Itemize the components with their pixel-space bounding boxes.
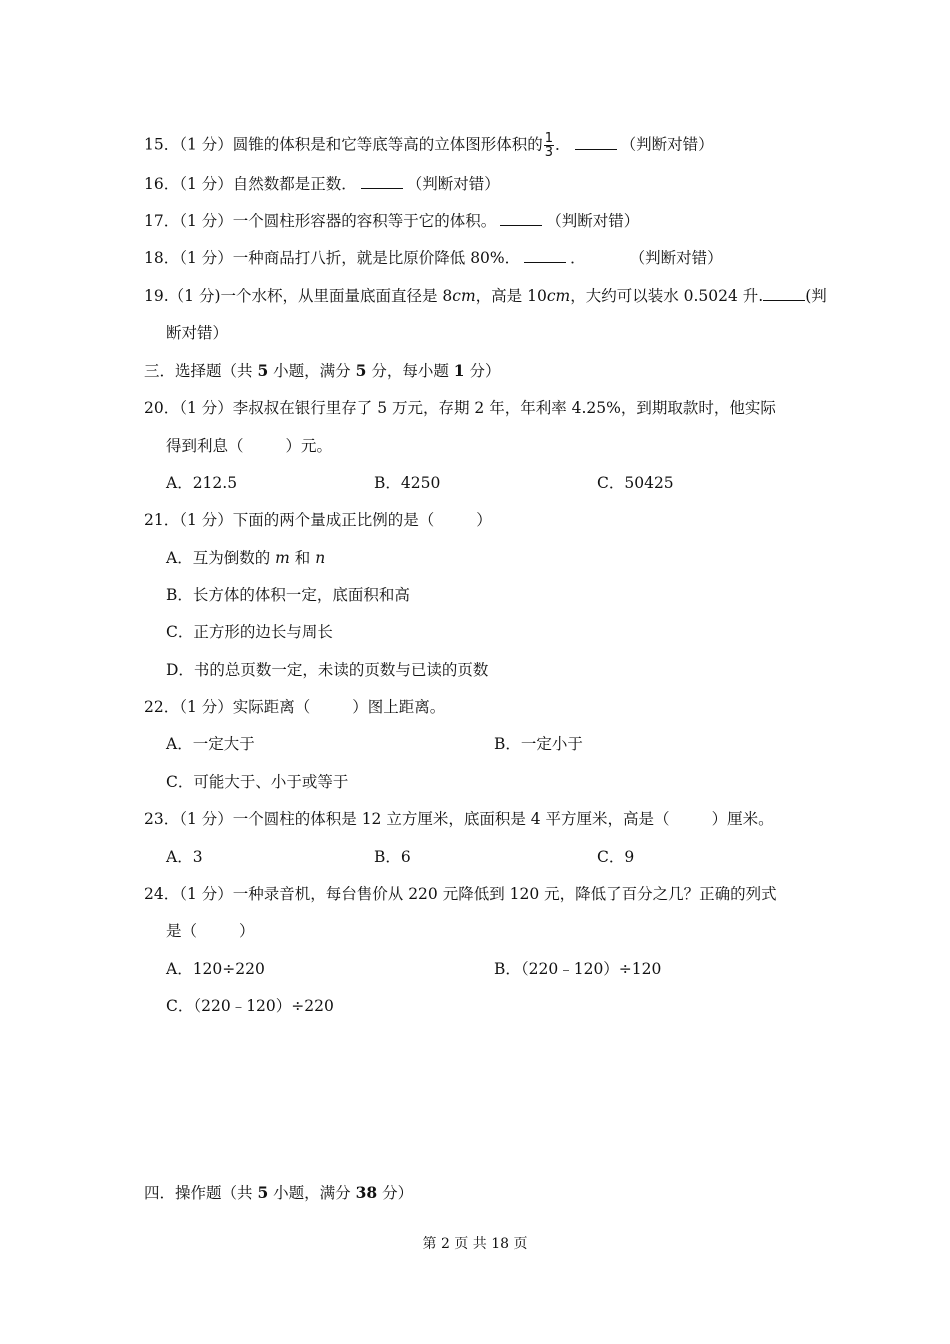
q21-option-d[interactable]: D．书的总页数一定，未读的页数与已读的页数 (166, 661, 489, 679)
question-24-line2: 是（ ） (166, 922, 255, 940)
q24-option-c[interactable]: C．（220﹣120）÷220 (166, 997, 334, 1015)
question-20-line2: 得到利息（ ）元。 (166, 437, 333, 455)
question-23: 23．（1 分）一个圆柱的体积是 12 立方厘米，底面积是 4 平方厘米，高是（ ）厘米。 (144, 810, 774, 828)
q21-option-a[interactable]: A．互为倒数的 m 和 n (166, 549, 326, 567)
answer-blank (763, 286, 805, 301)
question-20: 20．（1 分）李叔叔在银行里存了 5 万元，存期 2 年，年利率 4.25%，到期取款时，他实际 (144, 399, 776, 417)
answer-blank (361, 174, 403, 189)
answer-blank (575, 135, 617, 150)
q24-option-b[interactable]: B．（220﹣120）÷120 (494, 960, 662, 978)
question-18: 18．（1 分）一种商品打八折，就是比原价降低 80%． ． （判断对错） (144, 249, 723, 267)
fraction-one-third: $\frac{1}{3}$ (544, 131, 554, 160)
question-21: 21．（1 分）下面的两个量成正比例的是（ ） (144, 511, 492, 529)
question-17: 17．（1 分）一个圆柱形容器的容积等于它的体积。 （判断对错） (144, 212, 640, 230)
question-19: 19.（1 分)一个水杯，从里面量底面直径是 8cm，高是 10cm，大约可以装水 0.5024 升. (判 (144, 287, 827, 305)
section-3-heading: 三．选择题（共 5 小题，满分 5 分，每小题 1 分） (144, 361, 501, 380)
q15-text: 15．（1 分）圆锥的体积是和它等底等高的立体图形体积的 (144, 135, 543, 154)
q22-option-a[interactable]: A．一定大于 (166, 735, 255, 753)
q23-option-c[interactable]: C．9 (597, 848, 635, 866)
section-4-heading: 四．操作题（共 5 小题，满分 38 分） (144, 1183, 414, 1202)
q22-option-b[interactable]: B．一定小于 (494, 735, 583, 753)
question-16: 16．（1 分）自然数都是正数． （判断对错） (144, 175, 500, 193)
q20-option-b[interactable]: B．4250 (374, 474, 441, 492)
q20-option-c[interactable]: C．50425 (597, 474, 674, 492)
q20-option-a[interactable]: A．212.5 (166, 474, 238, 492)
question-24: 24．（1 分）一种录音机，每台售价从 220 元降低到 120 元，降低了百分之几？正确的列式 (144, 885, 777, 903)
question-22: 22．（1 分）实际距离（ ）图上距离。 (144, 698, 446, 716)
q21-option-b[interactable]: B．长方体的体积一定，底面积和高 (166, 586, 410, 604)
q22-option-c[interactable]: C．可能大于、小于或等于 (166, 773, 349, 791)
q21-option-c[interactable]: C．正方形的边长与周长 (166, 623, 333, 641)
q23-option-a[interactable]: A．3 (166, 848, 203, 866)
answer-blank (524, 248, 566, 263)
q24-option-a[interactable]: A．120÷220 (166, 960, 265, 978)
page-footer: 第 2 页 共 18 页 (422, 1236, 528, 1252)
question-15: 15．（1 分）圆锥的体积是和它等底等高的立体图形体积的 $\frac{1}{3}$ ． （判断对错） (144, 131, 714, 160)
question-19-line2: 断对错） (166, 324, 229, 342)
q23-option-b[interactable]: B．6 (374, 848, 411, 866)
answer-blank (500, 211, 542, 226)
